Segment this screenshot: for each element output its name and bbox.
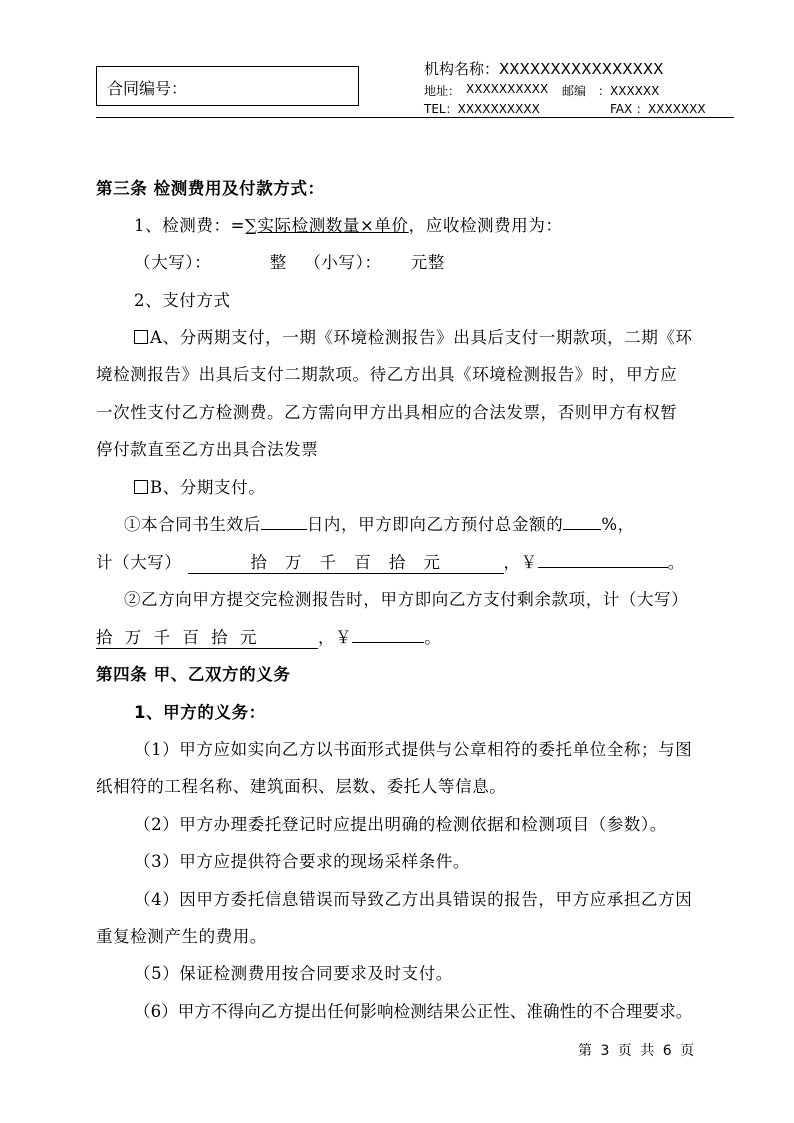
article3-title: 第三条 检测费用及付款方式：	[96, 179, 325, 198]
option-a-line3: 一次性支付乙方检测费。乙方需向甲方出具相应的合法发票，否则甲方有权暂	[96, 403, 678, 422]
tel: TEL：XXXXXXXXXX	[424, 102, 540, 116]
payment-title: 2、支付方式	[134, 291, 231, 310]
installment-1-amount-prefix: 计（大写）	[96, 553, 182, 572]
option-a-line1	[134, 324, 693, 348]
installment-1-part1: ①本合同书生效后	[124, 515, 261, 534]
duty2: （2）甲方办理委托登记时应提出明确的检测依据和检测项目（参数）。	[134, 815, 667, 834]
installment-1-yen-blank[interactable]	[538, 550, 668, 568]
amount-line: （大写）： 整 （小写）： 元整	[134, 253, 446, 272]
fee-suffix: ，应收检测费用为：	[408, 216, 563, 235]
installment-1-line2	[96, 549, 685, 574]
installment-2-line1: ②乙方向甲方提交完检测报告时，甲方即向乙方支付剩余款项，计（大写）	[124, 590, 689, 609]
postcode-value: ：XXXXXX	[598, 84, 660, 98]
installment-1-yen: ，￥	[503, 553, 538, 572]
installment-1-part2: 日内，甲方即向乙方预付总金额的	[306, 515, 564, 534]
fee-formula: ∑实际检测数量×单价	[245, 216, 409, 235]
duty1-line2: 纸相符的工程名称、建筑面积、层数、委托人等信息。	[96, 777, 507, 796]
duty4-line2: 重复检测产生的费用。	[96, 927, 267, 946]
option-b-checkbox[interactable]	[134, 480, 148, 494]
duty6: （6）甲方不得向乙方提出任何影响检测结果公正性、准确性的不合理要求。	[134, 1002, 693, 1021]
installment-1-end: 。	[667, 553, 685, 572]
header-rule	[96, 117, 734, 118]
duty1-line1: （1）甲方应如实向乙方以书面形式提供与公章相符的委托单位全称；与图	[134, 740, 693, 759]
installment-2-amount-words[interactable]: 拾 万 千 百 拾 元	[96, 624, 318, 649]
org-name: 机构名称：XXXXXXXXXXXXXXXX	[424, 60, 664, 78]
duty5: （5）保证检测费用按合同要求及时支付。	[134, 964, 453, 983]
option-a-checkbox[interactable]	[134, 330, 148, 344]
installment-2-yen-blank[interactable]	[352, 625, 424, 643]
contract-number-label: 合同编号：	[107, 79, 188, 98]
option-b-line	[134, 474, 265, 498]
installment-2-end: 。	[424, 628, 442, 647]
installment-1-part3: %，	[601, 515, 635, 534]
contract-number-box	[96, 66, 359, 106]
fax: FAX ：XXXXXXX	[610, 102, 706, 116]
article4-title: 第四条 甲、乙双方的义务	[96, 665, 291, 684]
installment-2-yen: ，￥	[318, 628, 353, 647]
installment-1-amount-words[interactable]: 拾 万 千 百 拾 元	[188, 549, 504, 574]
option-b-text: B、分期支付。	[150, 478, 266, 497]
percent-blank[interactable]	[563, 512, 601, 530]
option-a-line2: 境检测报告》出具后支付二期款项。待乙方出具《环境检测报告》时，甲方应	[96, 365, 678, 384]
postcode-label: 邮编	[562, 84, 587, 98]
days-blank[interactable]	[261, 512, 307, 530]
option-a-text: A、分两期支付，一期《环境检测报告》出具后支付一期款项，二期《环	[150, 328, 693, 347]
duty3: （3）甲方应提供符合要求的现场采样条件。	[134, 852, 470, 871]
page-number: 第 3 页 共 6 页	[578, 1043, 695, 1059]
installment-2-line2	[96, 624, 441, 649]
party-a-duties-title: 1、甲方的义务：	[134, 703, 266, 722]
duty4-line1: （4）因甲方委托信息错误而导致乙方出具错误的报告，甲方应承担乙方因	[134, 890, 693, 909]
address-label: 地址：	[424, 84, 461, 98]
fee-line	[134, 212, 563, 236]
address-value: XXXXXXXXXX	[466, 82, 549, 96]
installment-1-line1	[124, 511, 635, 535]
option-a-line4: 停付款直至乙方出具合法发票	[96, 440, 319, 459]
fee-prefix: 1、检测费：=	[134, 216, 246, 235]
